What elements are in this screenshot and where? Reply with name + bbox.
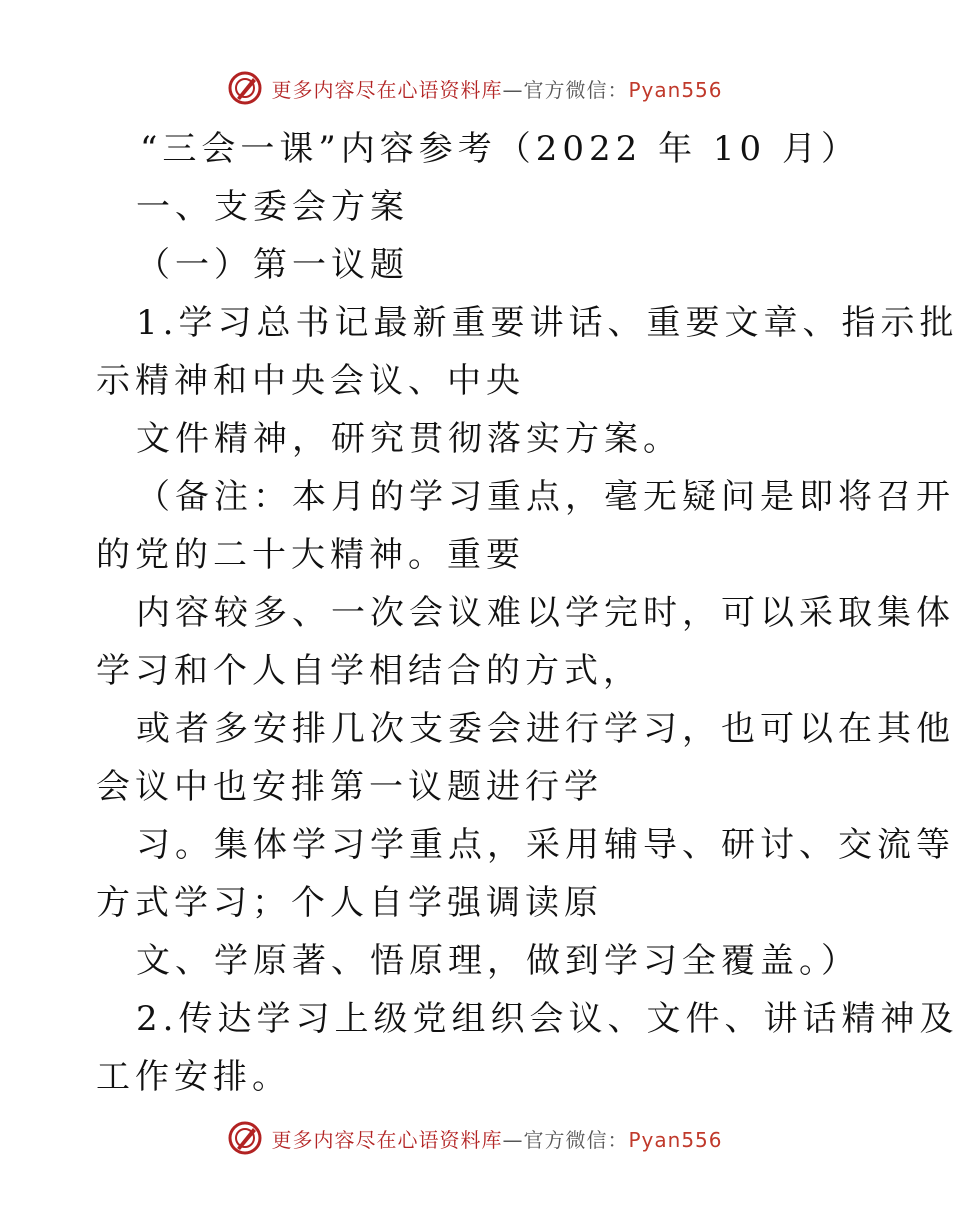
text-line: 的党的二十大精神。重要 [96, 535, 525, 575]
watermark-banner-bottom [0, 1120, 950, 1156]
pen-logo-icon [227, 1120, 263, 1156]
text-line: 方式学习；个人自学强调读原 [96, 883, 603, 923]
watermark-banner-top [0, 70, 950, 106]
text-line: 1.学习总书记最新重要讲话、重要文章、指示批 [136, 303, 958, 343]
watermark-text: 更多内容尽在心语资料库—官方微信：Pyan556 [271, 77, 723, 102]
text-line: 示精神和中央会议、中央 [96, 361, 525, 401]
text-line: 会议中也安排第一议题进行学 [96, 767, 603, 807]
document-title: “三会一课”内容参考（2022 年 10 月） [140, 129, 860, 169]
text-line: 内容较多、一次会议难以学完时，可以采取集体 [136, 593, 955, 633]
text-line: 学习和个人自学相结合的方式， [96, 651, 642, 691]
watermark-text: 更多内容尽在心语资料库—官方微信：Pyan556 [271, 1127, 723, 1152]
text-line: 2.传达学习上级党组织会议、文件、讲话精神及 [136, 999, 958, 1039]
text-line: 习。集体学习学重点，采用辅导、研讨、交流等 [136, 825, 955, 865]
document-body [96, 120, 958, 1106]
text-line: 工作安排。 [96, 1057, 291, 1097]
text-line: （一）第一议题 [136, 245, 409, 285]
pen-logo-icon [227, 70, 263, 106]
text-line: 文件精神，研究贯彻落实方案。 [136, 419, 682, 459]
text-line: 或者多安排几次支委会进行学习，也可以在其他 [136, 709, 955, 749]
text-line: 文、学原著、悟原理，做到学习全覆盖。） [136, 941, 860, 981]
text-line: 一、支委会方案 [136, 187, 409, 227]
text-line: （备注：本月的学习重点，毫无疑问是即将召开 [136, 477, 955, 517]
